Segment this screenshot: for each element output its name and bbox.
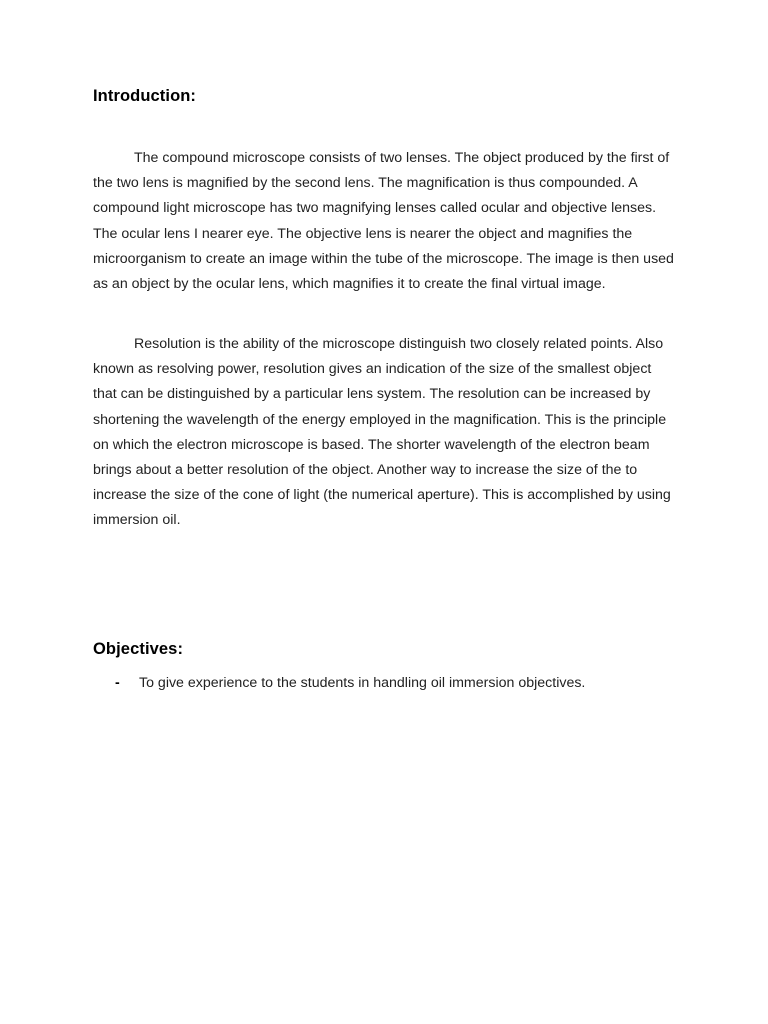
introduction-paragraph-1: The compound microscope consists of two lenses. The object produced by the first of the two lens is magnified by the second lens. The magnification is thus compounded. A compound light microscope has two magnifying lenses called ocular and objective lenses. The ocular lens I nearer eye. The objective lens is nearer the object and magnifies the microorganism to create an image within the tube of the microscope. The image is then used as an object by the ocular lens, which magnifies it to create the final virtual image. bbox=[93, 150, 674, 293]
objectives-list bbox=[93, 671, 693, 696]
objectives-list-item bbox=[93, 671, 693, 696]
introduction-paragraph-2: Resolution is the ability of the microscope distinguish two closely related points. Also known as resolving power, resolution gives an indication of the size of the smallest object that can be distinguished by a particular lens system. The resolution can be increased by shortening the wavelength of the energy employed in the magnification. This is the principle on which the electron microscope is based. The shorter wavelength of the electron beam brings about a better resolution of the object. Another way to increase the size of the to increase the size of the cone of light (the numerical aperture). This is accomplished by using immersion oil. bbox=[93, 336, 671, 529]
dash-bullet-icon: - bbox=[115, 675, 120, 691]
objectives-heading: Objectives: bbox=[93, 640, 184, 658]
introduction-heading: Introduction: bbox=[93, 87, 197, 105]
objective-text: To give experience to the students in handling oil immersion objectives. bbox=[139, 675, 586, 691]
